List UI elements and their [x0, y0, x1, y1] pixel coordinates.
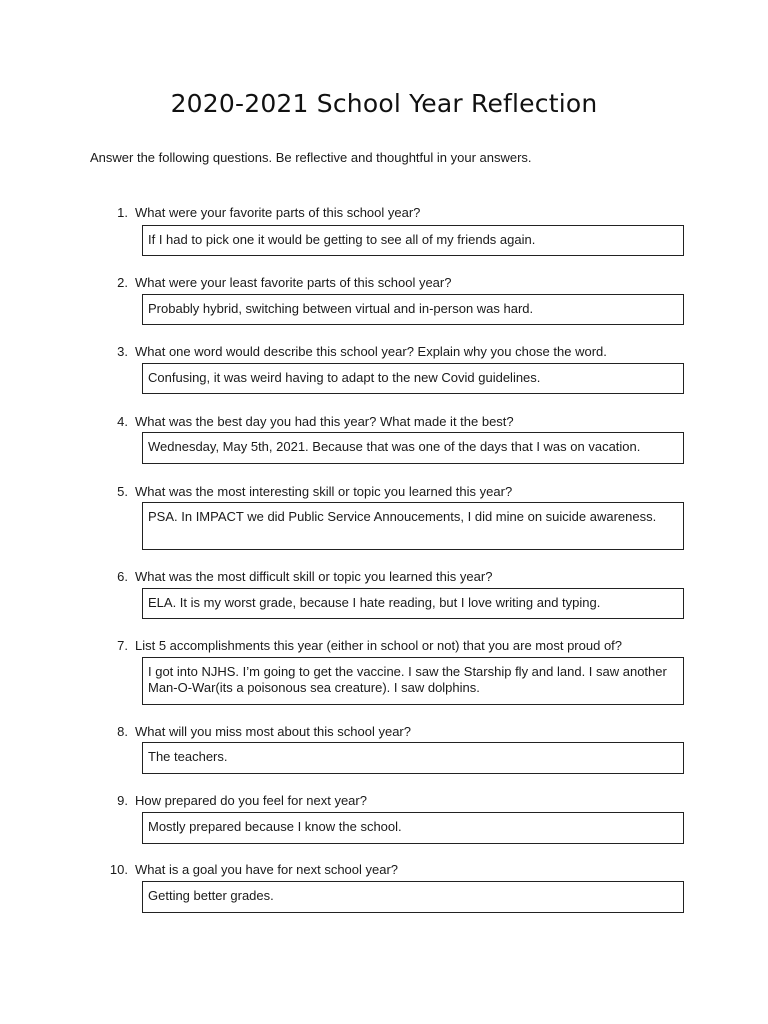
question-text: List 5 accomplishments this year (either in school or not) that you are most proud of?: [135, 638, 623, 653]
question-text: What was the best day you had this year? What made it the best?: [135, 414, 514, 429]
question-number: 3.: [117, 344, 128, 359]
answer-box[interactable]: Getting better grades.: [142, 881, 684, 913]
answer-box[interactable]: Wednesday, May 5th, 2021. Because that was one of the days that I was on vacation.: [142, 432, 684, 464]
question-text: What one word would describe this school year? Explain why you chose the word.: [135, 344, 607, 359]
page-title: 2020-2021 School Year Reflection: [170, 89, 598, 118]
answer-box[interactable]: Probably hybrid, switching between virtual and in-person was hard.: [142, 294, 684, 325]
question-number: 1.: [117, 205, 128, 220]
question-text: How prepared do you feel for next year?: [135, 793, 367, 808]
question-number: 2.: [117, 275, 128, 290]
question-text: What was the most difficult skill or topic you learned this year?: [135, 569, 493, 584]
question-text: What is a goal you have for next school year?: [135, 862, 399, 877]
answer-box[interactable]: PSA. In IMPACT we did Public Service Annoucements, I did mine on suicide awareness.: [142, 502, 684, 550]
answer-box[interactable]: Confusing, it was weird having to adapt to the new Covid guidelines.: [142, 363, 684, 394]
question-number: 4.: [117, 414, 128, 429]
question-number: 6.: [117, 569, 128, 584]
question-number: 8.: [117, 724, 128, 739]
question-text: What were your favorite parts of this school year?: [135, 205, 421, 220]
answer-box[interactable]: Mostly prepared because I know the school.: [142, 812, 684, 844]
instructions: Answer the following questions. Be reflective and thoughtful in your answers.: [90, 150, 532, 165]
answer-box[interactable]: The teachers.: [142, 742, 684, 774]
answer-box[interactable]: ELA. It is my worst grade, because I hate reading, but I love writing and typing.: [142, 588, 684, 619]
question-text: What will you miss most about this school year?: [135, 724, 411, 739]
question-number: 10.: [109, 862, 128, 877]
question-number: 5.: [117, 484, 128, 499]
answer-box[interactable]: I got into NJHS. I’m going to get the vaccine. I saw the Starship fly and land. I saw another Man-O-War(its a poisonous sea creature). I saw dolphins.: [142, 657, 684, 705]
question-number: 9.: [117, 793, 128, 808]
question-number: 7.: [117, 638, 128, 653]
answer-box[interactable]: If I had to pick one it would be getting to see all of my friends again.: [142, 225, 684, 256]
question-text: What was the most interesting skill or topic you learned this year?: [135, 484, 513, 499]
question-text: What were your least favorite parts of this school year?: [135, 275, 452, 290]
